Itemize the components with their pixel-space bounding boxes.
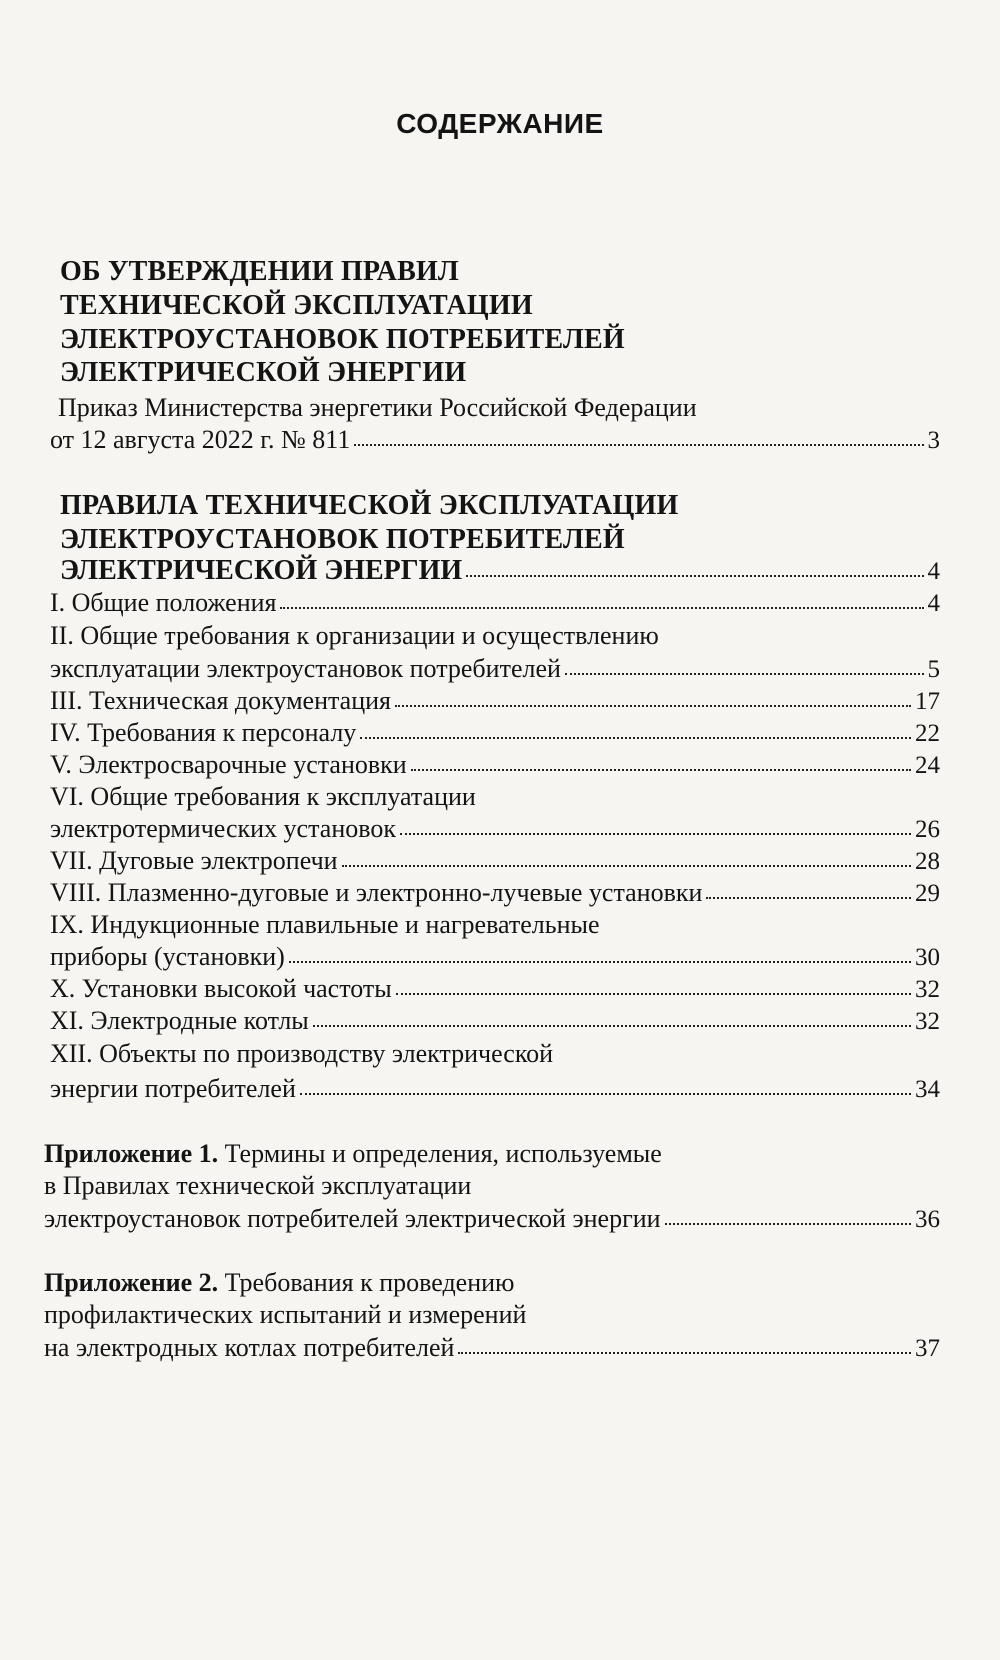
toc-entry-label: VI. Общие требования к эксплуатации — [50, 782, 476, 811]
page-number: 3 — [927, 427, 940, 454]
toc-entry-label: V. Электросварочные установки — [50, 750, 407, 779]
toc-entry[interactable] — [50, 588, 940, 619]
dot-leader — [280, 603, 923, 609]
toc-entry[interactable] — [50, 814, 940, 845]
section-title-line: ОБ УТВЕРЖДЕНИИ ПРАВИЛ — [60, 256, 459, 287]
page-number: 32 — [915, 976, 940, 1003]
section-title-line: ПРАВИЛА ТЕХНИЧЕСКОЙ ЭКСПЛУАТАЦИИ — [60, 490, 679, 521]
section-title-line: ЭЛЕКТРОУСТАНОВОК ПОТРЕБИТЕЛЕЙ — [60, 324, 625, 355]
page-number: 4 — [927, 590, 940, 617]
appendix-label: Приложение 1. — [44, 1139, 219, 1168]
page-number: 36 — [915, 1206, 940, 1233]
appendix-first-line — [44, 1139, 662, 1169]
dot-leader — [400, 829, 911, 835]
toc-entry[interactable] — [50, 750, 940, 781]
section-title-line: ЭЛЕКТРИЧЕСКОЙ ЭНЕРГИИ — [60, 357, 467, 388]
page-number: 22 — [915, 720, 940, 747]
toc-entry-label: от 12 августа 2022 г. № 811 — [50, 425, 351, 454]
toc-entry-label: энергии потребителей — [50, 1074, 296, 1103]
toc-entry[interactable] — [50, 718, 940, 749]
page-number: 5 — [927, 656, 940, 683]
dot-leader — [313, 1021, 911, 1027]
toc-entry[interactable] — [50, 654, 940, 685]
toc-entry[interactable] — [44, 1333, 940, 1364]
page-number: 4 — [927, 558, 940, 585]
toc-entry-label: электротермических установок — [50, 814, 396, 843]
page-number: 37 — [915, 1335, 940, 1362]
dot-leader — [411, 765, 911, 771]
toc-entry-label: VII. Дуговые электропечи — [50, 846, 338, 875]
toc-entry-label: II. Общие требования к организации и осуществлению — [50, 621, 659, 650]
dot-leader — [466, 571, 923, 577]
dot-leader — [706, 893, 911, 899]
page-number: 34 — [915, 1076, 940, 1103]
toc-entry[interactable] — [60, 556, 940, 587]
toc-entry-label: IV. Требования к персоналу — [50, 718, 357, 747]
toc-entry[interactable] — [44, 1204, 940, 1235]
toc-entry[interactable] — [50, 686, 940, 717]
dot-leader — [665, 1219, 911, 1225]
dot-leader — [360, 733, 911, 739]
dot-leader — [300, 1089, 911, 1095]
toc-entry-label: III. Техническая документация — [50, 686, 391, 715]
dot-leader — [565, 669, 924, 675]
section-title-line: ЭЛЕКТРОУСТАНОВОК ПОТРЕБИТЕЛЕЙ — [60, 524, 625, 555]
toc-entry-label: IX. Индукционные плавильные и нагревательные — [50, 910, 600, 939]
dot-leader — [289, 957, 911, 963]
page-number: 29 — [915, 880, 940, 907]
dot-leader — [458, 1348, 911, 1354]
toc-entry[interactable] — [50, 1074, 940, 1105]
appendix-title-line: электроустановок потребителей электрической энергии — [44, 1204, 661, 1233]
dot-leader — [354, 440, 923, 446]
page-title: СОДЕРЖАНИЕ — [396, 108, 604, 139]
appendix-title-line: в Правилах технической эксплуатации — [44, 1171, 472, 1200]
toc-entry-label: XII. Объекты по производству электрической — [50, 1039, 554, 1068]
toc-entry-label: VIII. Плазменно-дуговые и электронно-лучевые установки — [50, 878, 703, 907]
toc-entry[interactable] — [50, 1006, 940, 1037]
toc-entry[interactable] — [50, 942, 940, 973]
toc-entry-label: приборы (установки) — [50, 942, 285, 971]
page-number: 32 — [915, 1008, 940, 1035]
section-subtitle-line: Приказ Министерства энергетики Российской Федерации — [58, 393, 697, 422]
appendix-title-line: Требования к проведению — [224, 1268, 515, 1297]
section-title-line: ТЕХНИЧЕСКОЙ ЭКСПЛУАТАЦИИ — [60, 290, 533, 321]
toc-entry-label: эксплуатации электроустановок потребителей — [50, 654, 561, 683]
appendix-title-line: на электродных котлах потребителей — [44, 1333, 455, 1362]
toc-entry[interactable] — [50, 974, 940, 1005]
page-number: 26 — [915, 816, 940, 843]
page-number: 24 — [915, 752, 940, 779]
dot-leader — [395, 701, 911, 707]
dot-leader — [396, 989, 911, 995]
toc-entry[interactable] — [50, 425, 940, 456]
appendix-first-line — [44, 1268, 514, 1298]
page-number: 17 — [915, 688, 940, 715]
page-number: 30 — [915, 944, 940, 971]
toc-entry[interactable] — [50, 846, 940, 877]
dot-leader — [342, 861, 911, 867]
section-title-line: ЭЛЕКТРИЧЕСКОЙ ЭНЕРГИИ — [60, 555, 463, 586]
toc-entry[interactable] — [50, 878, 940, 909]
page-number: 28 — [915, 848, 940, 875]
toc-entry-label: I. Общие положения — [50, 588, 277, 617]
appendix-title-line: Термины и определения, используемые — [224, 1139, 662, 1168]
appendix-title-line: профилактических испытаний и измерений — [44, 1300, 527, 1329]
toc-entry-label: X. Установки высокой частоты — [50, 974, 392, 1003]
toc-entry-label: XI. Электродные котлы — [50, 1006, 309, 1035]
appendix-label: Приложение 2. — [44, 1268, 219, 1297]
